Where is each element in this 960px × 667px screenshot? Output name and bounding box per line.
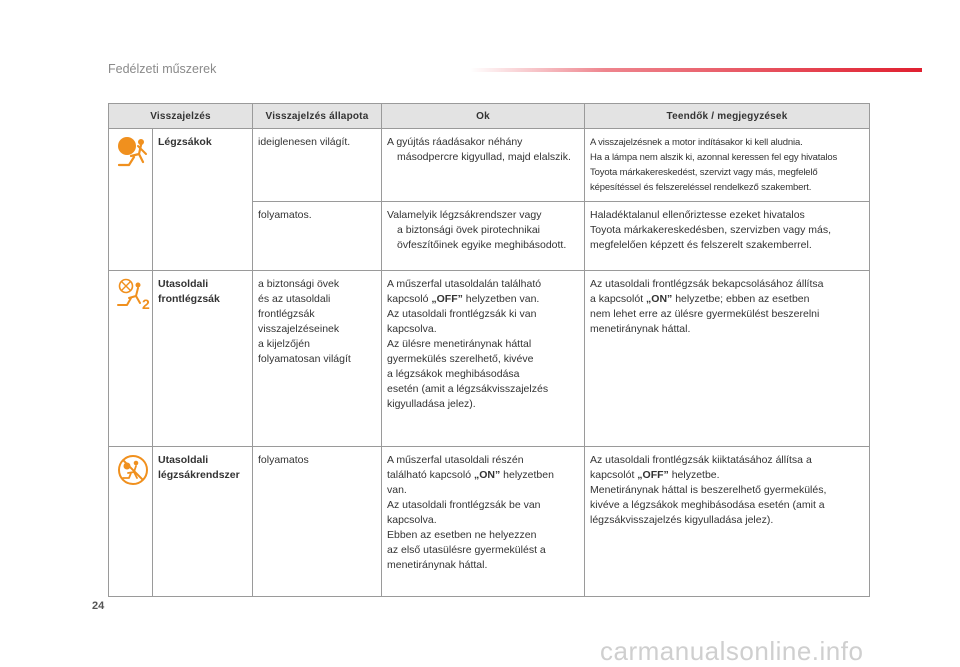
warning-lights-table bbox=[108, 103, 870, 597]
indicator-action: Haladéktalanul ellenőriztesse ezeket hivatalos Toyota márkakereskedésben, szervizben vagy más, megfelelően képzett és felszerelt szakemberrel. bbox=[585, 202, 870, 271]
section-title: Fedélzeti műszerek bbox=[108, 62, 217, 76]
column-header: Visszajelzés bbox=[109, 104, 253, 129]
column-header: Visszajelzés állapota bbox=[253, 104, 382, 129]
indicator-icon-cell bbox=[109, 271, 153, 447]
indicator-action: A visszajelzésnek a motor indításakor ki kell aludnia. Ha a lámpa nem alszik ki, azonnal keressen fel egy hivatalos Toyota márkakereskedést, szervizt vagy más, megfelelő képesítéssel és felszereléssel rendelkező szakembert. bbox=[585, 129, 870, 202]
header-accent-bar bbox=[470, 68, 922, 72]
page-number: 24 bbox=[92, 600, 105, 612]
indicator-cause: A műszerfal utasoldali részén található kapcsoló „ON” helyzetben van. Az utasoldali frontlégzsák be van kapcsolva. Ebben az esetben ne helyezzen az első utasülésre gyermekülést a menetiránynak háttal. bbox=[382, 447, 585, 597]
indicator-name: Légzsákok bbox=[153, 129, 253, 271]
indicator-state: ideiglenesen világít. bbox=[253, 129, 382, 202]
column-header: Ok bbox=[382, 104, 585, 129]
indicator-cause: A műszerfal utasoldalán található kapcsoló „OFF” helyzetben van. Az utasoldali frontlégzsák ki van kapcsolva. Az ülésre menetiránynak háttal gyermekülés szerelhető, kivéve a légzsákok meghibásodása esetén (amit a légzsákvisszajelzés kigyulladása jelez). bbox=[382, 271, 585, 447]
indicator-action: Az utasoldali frontlégzsák bekapcsolásához állítsa a kapcsolót „ON” helyzetbe; ebben az esetben nem lehet erre az ülésre gyermekülést beszerelni menetiránynak háttal. bbox=[585, 271, 870, 447]
indicator-state: folyamatos. bbox=[253, 202, 382, 271]
indicator-cause: Valamelyik légzsákrendszer vagy a biztonsági övek pirotechnikai övfeszítőinek egyike meghibásodott. bbox=[382, 202, 585, 271]
table-header-row bbox=[109, 104, 870, 129]
indicator-state: a biztonsági övek és az utasoldali frontlégzsák visszajelzéseinek a kijelzőjén folyamatosan világít bbox=[253, 271, 382, 447]
indicator-icon-cell bbox=[109, 129, 153, 271]
passenger-airbag-off-icon bbox=[114, 277, 150, 311]
indicator-cause: A gyújtás ráadásakor néhány másodpercre kigyullad, majd elalszik. bbox=[382, 129, 585, 202]
indicator-icon-cell bbox=[109, 447, 153, 597]
indicator-action: Az utasoldali frontlégzsák kiiktatásához állítsa a kapcsolót „OFF” helyzetbe. Menetiránynak háttal is beszerelhető gyermekülés, kivéve a légzsákok meghibásodása esetén (amit a légzsákvisszajelzés kigyulladása jelez). bbox=[585, 447, 870, 597]
table-row bbox=[109, 129, 870, 202]
column-header: Teendők / megjegyzések bbox=[585, 104, 870, 129]
passenger-airbag-deactivated-icon bbox=[114, 453, 147, 487]
table-row bbox=[109, 271, 870, 447]
table-row bbox=[109, 447, 870, 597]
airbag-warning-icon bbox=[114, 135, 147, 169]
watermark: carmanualsonline.info bbox=[600, 636, 864, 666]
indicator-state: folyamatos bbox=[253, 447, 382, 597]
indicator-name: Utasoldali frontlégzsák bbox=[153, 271, 253, 447]
indicator-name: Utasoldali légzsákrendszer bbox=[153, 447, 253, 597]
svg-text:2: 2 bbox=[142, 296, 150, 311]
